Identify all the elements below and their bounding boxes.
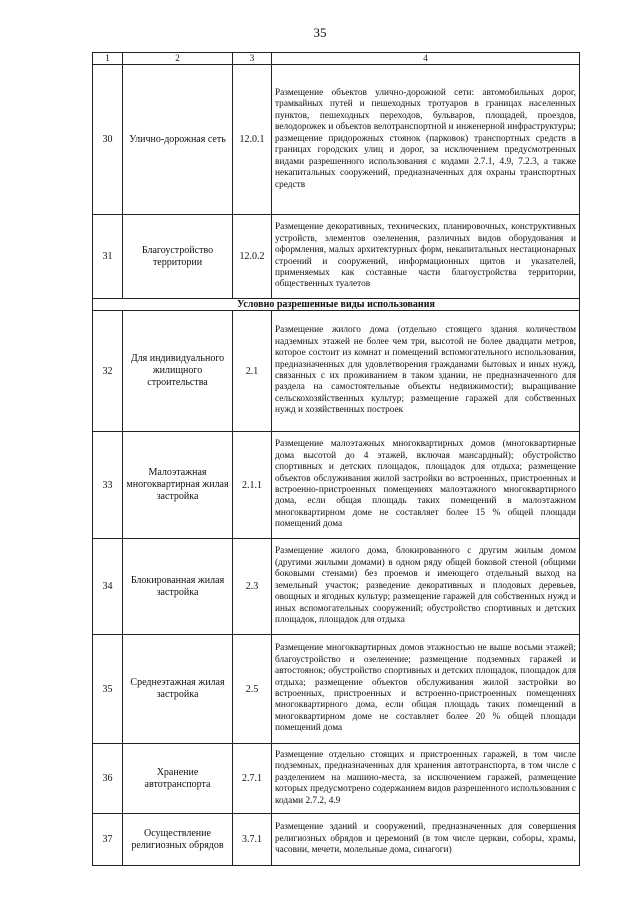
use-description: Размещение зданий и сооружений, предназначенных для совершения религиозных обрядов и церемоний (в том числе церкви, соборы, храмы, часовни, мечети, молельные дома, синагоги) bbox=[272, 814, 580, 866]
use-name: Улично-дорожная сеть bbox=[123, 65, 233, 215]
use-name: Благоустройство территории bbox=[123, 215, 233, 299]
use-description: Размещение жилого дома (отдельно стоящего здания количеством надземных этажей не более чем три, высотой не более двадцати метров, которое состоит из комнат и помещений вспомогательного использования, предназначенных для удовлетворения гражданами бытовых и иных нужд, связанных с их проживанием в таком здании, не предназначенного для раздела на самостоятельные объекты недвижимости); выращивание сельскохозяйственных культур; размещение гаражей для собственных нужд и хозяйственных построек bbox=[272, 311, 580, 432]
table-row bbox=[93, 432, 580, 539]
use-description: Размещение жилого дома, блокированного с другим жилым домом (другими жилыми домами) в одном ряду общей боковой стеной (общими боковыми стенами) без проемов и имеющего отдельный выход на земельный участок; разведение декоративных и плодовых деревьев, овощных и ягодных культур; размещение гаражей для собственных нужд и иных вспомогательных сооружений; обустройство спортивных и детских площадок, площадок для отдыха bbox=[272, 539, 580, 635]
row-number: 35 bbox=[93, 635, 123, 744]
table-row bbox=[93, 215, 580, 299]
table-row bbox=[93, 311, 580, 432]
table-row bbox=[93, 539, 580, 635]
table-row bbox=[93, 744, 580, 814]
table-row bbox=[93, 65, 580, 215]
use-code: 2.3 bbox=[233, 539, 272, 635]
row-number: 33 bbox=[93, 432, 123, 539]
use-code: 3.7.1 bbox=[233, 814, 272, 866]
section-header-row bbox=[93, 299, 580, 311]
use-code: 12.0.1 bbox=[233, 65, 272, 215]
column-header: 3 bbox=[233, 53, 272, 65]
use-code: 2.1.1 bbox=[233, 432, 272, 539]
use-code: 2.5 bbox=[233, 635, 272, 744]
use-description: Размещение объектов улично-дорожной сети: автомобильных дорог, трамвайных путей и пешеходных тротуаров в границах населенных пунктов, пешеходных переходов, бульваров, площадей, проездов, велодорожек и объектов велотранспортной и инженерной инфраструктуры; размещение придорожных стоянок (парковок) транспортных средств в границах городских улиц и дорог, за исключением предусмотренных видами разрешенного использования с кодами 2.7.1, 4.9, 7.2.3, а также некапитальных сооружений, предназначенных для охраны транспортных средств bbox=[272, 65, 580, 215]
row-number: 37 bbox=[93, 814, 123, 866]
use-code: 12.0.2 bbox=[233, 215, 272, 299]
use-description: Размещение декоративных, технических, планировочных, конструктивных устройств, элементов озеленения, различных видов оборудования и оформления, малых архитектурных форм, некапитальных нестационарных строений и сооружений, информационных щитов и указателей, применяемых как составные части благоустройства территории, общественных туалетов bbox=[272, 215, 580, 299]
row-number: 30 bbox=[93, 65, 123, 215]
use-code: 2.7.1 bbox=[233, 744, 272, 814]
row-number: 31 bbox=[93, 215, 123, 299]
use-name: Малоэтажная многоквартирная жилая застройка bbox=[123, 432, 233, 539]
page-number: 35 bbox=[313, 25, 327, 40]
use-name: Среднеэтажная жилая застройка bbox=[123, 635, 233, 744]
row-number: 34 bbox=[93, 539, 123, 635]
use-code: 2.1 bbox=[233, 311, 272, 432]
column-number-row bbox=[93, 53, 580, 65]
column-header: 1 bbox=[93, 53, 123, 65]
section-title: Условно разрешенные виды использования bbox=[93, 299, 580, 311]
use-description: Размещение многоквартирных домов этажностью не выше восьми этажей; благоустройство и озеленение; размещение подземных гаражей и автостоянок; обустройство спортивных и детских площадок, площадок для отдыха; размещение объектов обслуживания жилой застройки во встроенных, пристроенных и встроенно-пристроенных помещениях многоквартирного дома, если общая площадь таких помещений в многоквартирном доме не составляет более 20 % общей площади помещений дома bbox=[272, 635, 580, 744]
column-header: 2 bbox=[123, 53, 233, 65]
table-row bbox=[93, 635, 580, 744]
use-description: Размещение отдельно стоящих и пристроенных гаражей, в том числе подземных, предназначенных для хранения автотранспорта, в том числе с разделением на машино-места, за исключением гаражей, размещение которых предусмотрено содержанием видов разрешенного использования с кодами 2.7.2, 4.9 bbox=[272, 744, 580, 814]
row-number: 36 bbox=[93, 744, 123, 814]
use-name: Хранение автотранспорта bbox=[123, 744, 233, 814]
use-name: Осуществление религиозных обрядов bbox=[123, 814, 233, 866]
use-name: Для индивидуального жилищного строительства bbox=[123, 311, 233, 432]
use-name: Блокированная жилая застройка bbox=[123, 539, 233, 635]
row-number: 32 bbox=[93, 311, 123, 432]
column-header: 4 bbox=[272, 53, 580, 65]
land-use-table bbox=[92, 52, 580, 866]
table-row bbox=[93, 814, 580, 866]
use-description: Размещение малоэтажных многоквартирных домов (многоквартирные дома высотой до 4 этажей, включая мансардный); обустройство спортивных и детских площадок, площадок для отдыха; размещение объектов обслуживания жилой застройки во встроенных, пристроенных и встроенно-пристроенных помещениях малоэтажного многоквартирного дома, если общая площадь таких помещений в малоэтажном многоквартирном доме не составляет более 15 % общей площади помещений дома bbox=[272, 432, 580, 539]
